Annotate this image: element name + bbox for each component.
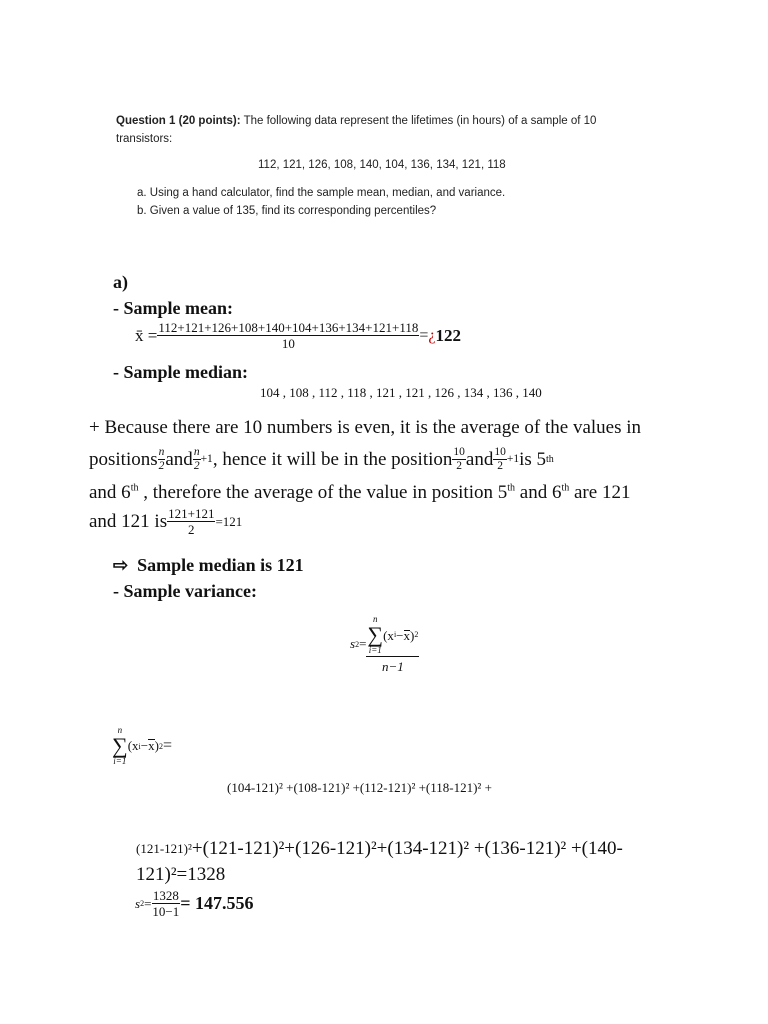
frac-2-d: 2 [497,460,503,472]
plus-one: +1 [200,453,213,465]
var-sq: 2 [414,630,419,639]
are-121-text: are 121 [569,482,631,503]
sigma-symbol-b [112,726,128,766]
question-data: 112, 121, 126, 108, 140, 104, 136, 134, 121, 118 [258,159,506,171]
median-explanation-line2: positions $\frac{n}{2}$ and $\frac{n}{2}$ +1 , hence it will be in the position $\frac{10}{2}$ and $\frac{10}{2}$ +1 is 5 th [89,444,554,475]
median-explanation-line3 [89,477,630,508]
final-sup: 2 [140,899,145,908]
positions-text: positions [89,449,158,470]
sorted-data: 104 , 108 , 112 , 118 , 121 , 121 , 126 , 134 , 136 , 140 [260,385,542,400]
and-text: and [165,449,193,470]
mean-heading: - Sample mean: [113,298,233,318]
mean-formula [135,321,461,350]
var-sub-i: i [393,630,397,639]
final-fraction [151,889,180,918]
frac-2: 2 [158,460,165,472]
sum-sub-i: i [138,741,141,751]
question-item-a: a. Using a hand calculator, find the sample mean, median, and variance. [137,187,506,199]
var-sup: 2 [355,639,360,649]
expansion-line1: (104-121)² +(108-121)² +(112-121)² +(118-121)² + [227,780,492,795]
sup-th-3: th [507,482,516,494]
sigma-top: n [373,614,378,624]
final-variance [135,889,254,918]
median-conclusion-row [113,555,304,576]
plus-one-b: +1 [506,453,520,465]
question-title: Question 1 (20 points): [116,115,241,127]
final-result: = 147.556 [180,893,254,913]
var-close: ) [410,627,415,643]
var-xbar: x [403,627,411,643]
var-s: s [350,636,356,651]
sup-th-4: th [561,482,570,494]
and-text-b: and [465,449,494,470]
sum-xbar: x [148,738,155,753]
sum-term-open: (x [127,738,139,753]
sigma-glyph-b: ∑ [112,733,128,758]
arrow-right-icon: ⇨ [113,555,129,575]
sigma-top-b: n [117,725,123,735]
var-minus: − [396,627,404,643]
median-explanation-line4 [89,506,242,537]
part-label: a) [113,272,128,292]
sigma-glyph: ∑ [367,622,384,647]
and-121-is-text: and 121 is [89,511,168,532]
is-5-text: is 5 [519,449,547,470]
frac-n-b: n [193,447,201,461]
question-intro-line2: transistors: [116,133,173,145]
final-den: 10−1 [152,904,180,919]
var-fraction [366,615,419,673]
final-s: s [135,895,141,911]
expansion-first-term: (121-121)² [136,841,192,856]
question-item-b: b. Given a value of 135, find its corresponding percentiles? [137,205,437,217]
sigma-bottom-b: i=1 [113,756,127,766]
and-6-text: and 6 [89,482,131,503]
mean-numerator: 112+121+126+108+140+104+136+134+121+118 [158,320,419,335]
variance-heading: - Sample variance: [113,581,257,601]
sigma-bottom: i=1 [368,645,382,655]
sum-sq: 2 [158,741,163,751]
variance-formula [350,615,419,673]
expansion-line3: 121)²=1328 [136,864,226,885]
frac-10: 10 [452,447,466,461]
median-frac-result: =121 [215,514,243,529]
hence-text: , hence it will be in the position [212,449,453,470]
ten-over-2-b [493,447,507,473]
median-explanation-line1: + Because there are 10 numbers is even, it is the average of the values in [89,417,642,438]
expansion-line2 [136,838,623,860]
final-equals: = [144,895,152,911]
question-header [116,115,596,127]
final-num: 1328 [152,888,179,903]
mean-glyph: ¿ [428,326,436,344]
mean-equals: = [419,326,429,344]
sum-minus: − [140,738,149,753]
median-frac-den: 2 [188,522,195,537]
mean-fraction [157,321,419,350]
var-equals: = [359,636,367,651]
sum-close: ) [154,738,159,753]
frac-2-c: 2 [456,460,463,472]
sigma-symbol [367,615,383,655]
frac-n: n [158,447,166,461]
median-heading: - Sample median: [113,362,248,382]
question-intro: The following data represent the lifetimes (in hours) of a sample of 10 [240,115,597,127]
var-denominator: n−1 [381,659,404,674]
var-term-open: (x [383,627,394,643]
sup-th-2: th [130,482,139,494]
median-fraction [167,507,215,536]
mean-result: 122 [435,325,462,345]
median-conclusion: Sample median is 121 [137,555,304,575]
n-over-2-b [193,447,201,473]
frac-2-b: 2 [193,460,200,472]
median-frac-num: 121+121 [168,506,215,521]
var-numerator [366,615,419,657]
and-6-text-b: and 6 [515,482,562,503]
therefore-text: , therefore the average of the value in position 5 [138,482,508,503]
sum-lhs [112,726,172,766]
frac-10-b: 10 [493,447,507,461]
mean-denominator: 10 [281,336,295,351]
sum-equals: = [162,737,172,754]
expansion-rest: +(121-121)²+(126-121)²+(134-121)² +(136-121)² +(140- [191,838,623,859]
ten-over-2 [452,447,466,473]
mean-lhs: x̄ = [135,325,158,345]
n-over-2 [158,447,166,473]
